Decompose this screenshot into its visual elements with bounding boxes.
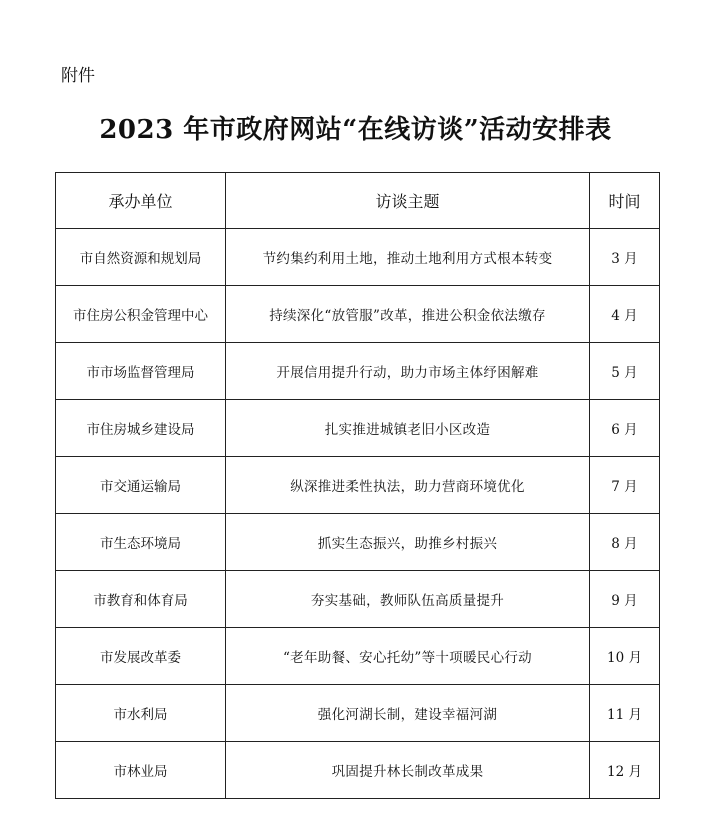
table-row (56, 628, 660, 685)
topic-cell: 巩固提升林长制改革成果 (226, 742, 590, 799)
document-title: 2023 年市政府网站“在线访谈”活动安排表 (99, 115, 612, 145)
unit-cell: 市教育和体育局 (56, 571, 226, 628)
time-cell: 7 月 (590, 457, 660, 514)
topic-cell: 持续深化“放管服”改革，推进公积金依法缴存 (226, 286, 590, 343)
unit-cell: 市市场监督管理局 (56, 343, 226, 400)
attachment-label: 附件 (61, 66, 95, 86)
unit-cell: 市自然资源和规划局 (56, 229, 226, 286)
time-cell: 5 月 (590, 343, 660, 400)
header-unit: 承办单位 (56, 173, 226, 229)
table-row (56, 742, 660, 799)
topic-cell: 夯实基础，教师队伍高质量提升 (226, 571, 590, 628)
time-cell: 8 月 (590, 514, 660, 571)
table-header-row (56, 173, 660, 229)
unit-cell: 市发展改革委 (56, 628, 226, 685)
time-cell: 3 月 (590, 229, 660, 286)
time-cell: 4 月 (590, 286, 660, 343)
table-row (56, 514, 660, 571)
topic-cell: 开展信用提升行动，助力市场主体纾困解难 (226, 343, 590, 400)
table-row (56, 229, 660, 286)
unit-cell: 市水利局 (56, 685, 226, 742)
schedule-table (55, 172, 660, 799)
unit-cell: 市林业局 (56, 742, 226, 799)
time-cell: 10 月 (590, 628, 660, 685)
header-time: 时间 (590, 173, 660, 229)
topic-cell: “老年助餐、安心托幼”等十项暖民心行动 (226, 628, 590, 685)
unit-cell: 市生态环境局 (56, 514, 226, 571)
table-row (56, 343, 660, 400)
topic-cell: 纵深推进柔性执法，助力营商环境优化 (226, 457, 590, 514)
time-cell: 6 月 (590, 400, 660, 457)
unit-cell: 市交通运输局 (56, 457, 226, 514)
time-cell: 9 月 (590, 571, 660, 628)
topic-cell: 抓实生态振兴，助推乡村振兴 (226, 514, 590, 571)
table-row (56, 685, 660, 742)
topic-cell: 节约集约利用土地，推动土地利用方式根本转变 (226, 229, 590, 286)
topic-cell: 扎实推进城镇老旧小区改造 (226, 400, 590, 457)
unit-cell: 市住房城乡建设局 (56, 400, 226, 457)
time-cell: 12 月 (590, 742, 660, 799)
table-row (56, 457, 660, 514)
topic-cell: 强化河湖长制，建设幸福河湖 (226, 685, 590, 742)
header-topic: 访谈主题 (226, 173, 590, 229)
table-row (56, 400, 660, 457)
unit-cell: 市住房公积金管理中心 (56, 286, 226, 343)
table-row (56, 286, 660, 343)
table-row (56, 571, 660, 628)
time-cell: 11 月 (590, 685, 660, 742)
